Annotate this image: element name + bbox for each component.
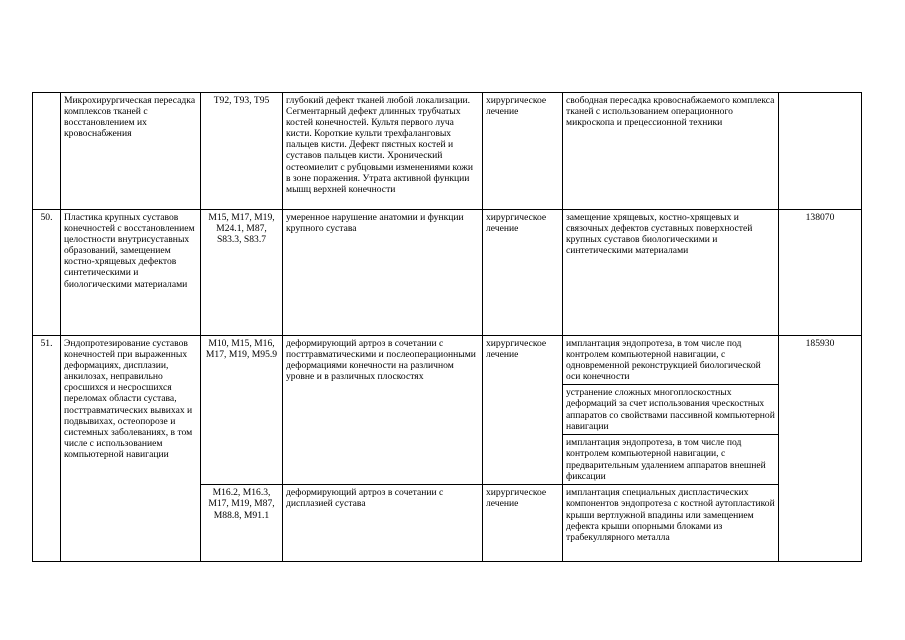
table-row [33,210,862,336]
patient-model: умеренное нарушение анатомии и функции крупного сустава [283,210,483,336]
treatment-method: имплантация эндопротеза, в том числе под контролем компьютерной навигации, с предварительным удалением аппаратов внешней фиксации [563,435,779,485]
icd-codes: M10, M15, M16, M17, M19, M95.9 [201,336,283,485]
treatment-type: хирургическое лечение [483,336,563,485]
care-type-name: Эндопротезирование суставов конечностей при выраженных деформациях, дисплазии, анкилозах, неправильно сросшихся и несросшихся переломах области сустава, посттравматических вывихах и подвывихах, остеопорозе и системных заболеваниях, в том числе с использованием компьютерной навигации [61,336,201,562]
treatment-type: хирургическое лечение [483,93,563,210]
treatment-type: хирургическое лечение [483,210,563,336]
care-type-name: Микрохирургическая пересадка комплексов тканей с восстановлением их кровоснабжения [61,93,201,210]
medical-care-table [32,92,862,562]
icd-codes: T92, T93, T95 [201,93,283,210]
norm-cost: 185930 [779,336,862,562]
treatment-method: устранение сложных многоплоскостных деформаций за счет использования чрескостных аппаратов со свойствами пассивной компьютерной навигации [563,385,779,435]
table-row [33,336,862,385]
patient-model: деформирующий артроз в сочетании с посттравматическими и послеоперационными деформациями конечности на различном уровне и в различных плоскостях [283,336,483,485]
treatment-method: замещение хрящевых, костно-хрящевых и связочных дефектов суставных поверхностей крупных суставов биологическими и синтетическими материалами [563,210,779,336]
patient-model: глубокий дефект тканей любой локализации. Сегментарный дефект длинных трубчатых костей конечностей. Культя первого луча кисти. Короткие культи трехфаланговых пальцев кисти. Дефект пястных костей и суставов пальцев кисти. Хронический остеомиелит с рубцовыми изменениями кожи в зоне поражения. Утрата активной функции мышц верхней конечности [283,93,483,210]
norm-cost [779,93,862,210]
row-number: 50. [33,210,61,336]
care-type-name: Пластика крупных суставов конечностей с восстановлением целостности внутрисуставных образований, замещением костно-хрящевых дефектов синтетическими и биологическими материалами [61,210,201,336]
norm-cost: 138070 [779,210,862,336]
icd-codes: M16.2, M16.3, M17, M19, M87, M88.8, M91.1 [201,485,283,562]
row-number: 51. [33,336,61,562]
treatment-type: хирургическое лечение [483,485,563,562]
patient-model: деформирующий артроз в сочетании с дисплазией сустава [283,485,483,562]
row-number [33,93,61,210]
treatment-method: имплантация специальных диспластических компонентов эндопротеза с костной аутопластикой крыши вертлужной впадины или замещением дефекта крыши опорными блоками из трабекуллярного металла [563,485,779,562]
icd-codes: M15, M17, M19, M24.1, M87, S83.3, S83.7 [201,210,283,336]
treatment-method: свободная пересадка кровоснабжаемого комплекса тканей с использованием операционного микроскопа и прецессионной техники [563,93,779,210]
table-row [33,93,862,210]
treatment-method: имплантация эндопротеза, в том числе под контролем компьютерной навигации, с одновременной реконструкцией биологической оси конечности [563,336,779,385]
